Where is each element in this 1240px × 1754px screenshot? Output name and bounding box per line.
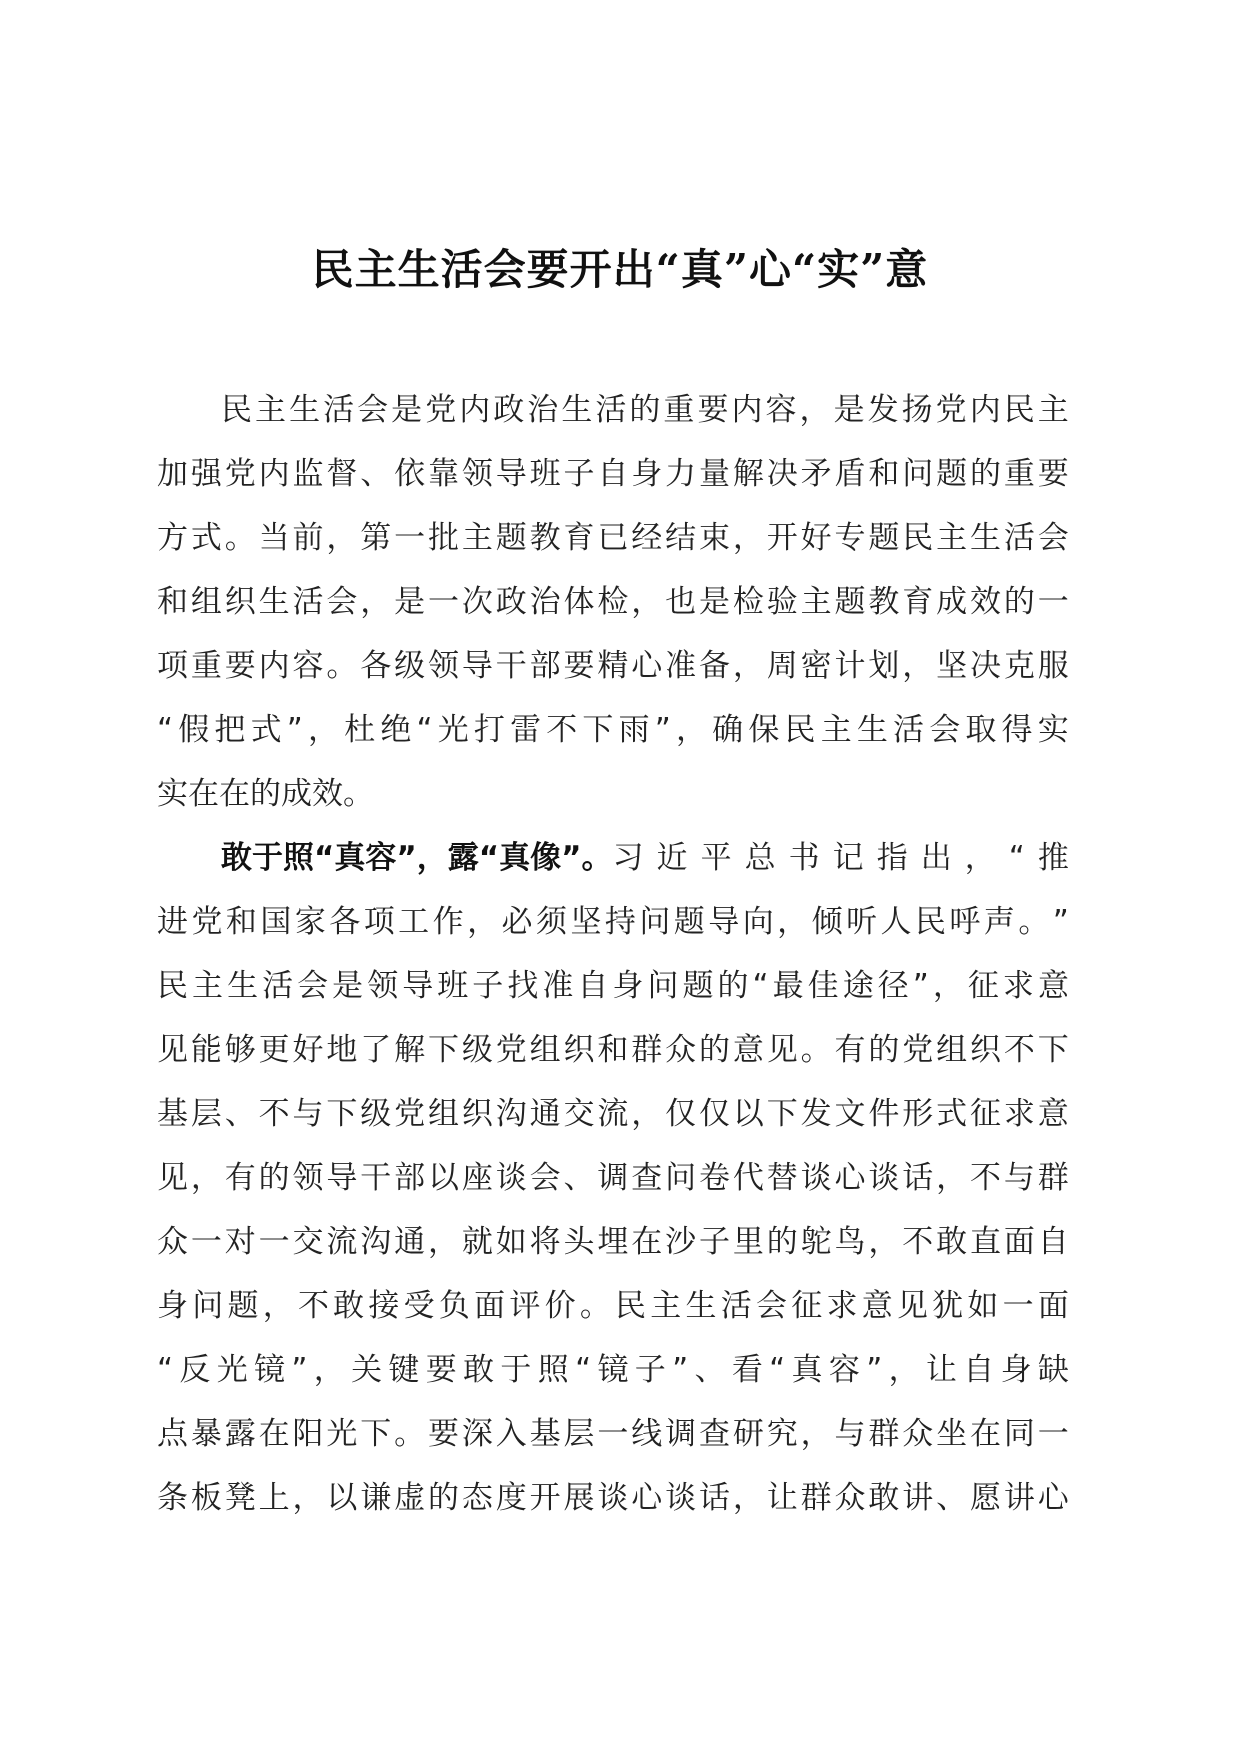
document-body	[157, 378, 1069, 1530]
paragraph-1	[157, 378, 1069, 826]
text-line: “ 反 光 镜 ” ， 关 键 要 敢 于 照 “ 镜 子 ” 、 看 “ 真 容 ” ， 让 自 身 缺	[157, 1352, 1069, 1388]
text-line: 实在在的成效。	[157, 776, 374, 812]
paragraph-2	[157, 826, 1069, 1530]
text-line: 点 暴 露 在 阳 光 下 。 要 深 入 基 层 一 线 调 查 研 究 ， 与 群 众 坐 在 同 一	[157, 1416, 1069, 1452]
text-line: 身 问 题 ， 不 敢 接 受 负 面 评 价 。 民 主 生 活 会 征 求 意 见 犹 如 一 面	[157, 1288, 1069, 1324]
text-line: 进 党 和 国 家 各 项 工 作 ， 必 须 坚 持 问 题 导 向 ， 倾 听 人 民 呼 声 。 ”	[157, 904, 1069, 940]
text-line: 条 板 凳 上 ， 以 谦 虚 的 态 度 开 展 谈 心 谈 话 ， 让 群 众 敢 讲 、 愿 讲 心	[157, 1480, 1069, 1516]
paragraph-lead-heading: 敢于照“真容”，露“真像”。	[221, 840, 613, 876]
text-line: 方 式 。 当 前 ， 第 一 批 主 题 教 育 已 经 结 束 ， 开 好 专 题 民 主 生 活 会	[157, 520, 1069, 556]
text-line: 见 ， 有 的 领 导 干 部 以 座 谈 会 、 调 查 问 卷 代 替 谈 心 谈 话 ， 不 与 群	[157, 1160, 1069, 1196]
text-line: 众 一 对 一 交 流 沟 通 ， 就 如 将 头 埋 在 沙 子 里 的 鸵 鸟 ， 不 敢 直 面 自	[157, 1224, 1069, 1260]
text-line: 和 组 织 生 活 会 ， 是 一 次 政 治 体 检 ， 也 是 检 验 主 题 教 育 成 效 的 一	[157, 584, 1069, 620]
text-line: 民 主 生 活 会 是 领 导 班 子 找 准 自 身 问 题 的 “ 最 佳 途 径 ” ， 征 求 意	[157, 968, 1069, 1004]
text-line: 见 能 够 更 好 地 了 解 下 级 党 组 织 和 群 众 的 意 见 。 有 的 党 组 织 不 下	[157, 1032, 1069, 1068]
text-line: 民 主 生 活 会 是 党 内 政 治 生 活 的 重 要 内 容 ， 是 发 扬 党 内 民 主	[221, 392, 1069, 428]
text-line: “ 假 把 式 ” ， 杜 绝 “ 光 打 雷 不 下 雨 ” ， 确 保 民 主 生 活 会 取 得 实	[157, 712, 1069, 748]
document-title: 民主生活会要开出“真”心“实”意	[311, 245, 929, 294]
text-line-remainder: 习 近 平 总 书 记 指 出 ， “ 推	[612, 840, 1069, 876]
text-line: 基 层 、 不 与 下 级 党 组 织 沟 通 交 流 ， 仅 仅 以 下 发 文 件 形 式 征 求 意	[157, 1096, 1069, 1132]
text-line: 加 强 党 内 监 督 、 依 靠 领 导 班 子 自 身 力 量 解 决 矛 盾 和 问 题 的 重 要	[157, 456, 1069, 492]
text-line: 项 重 要 内 容 。 各 级 领 导 干 部 要 精 心 准 备 ， 周 密 计 划 ， 坚 决 克 服	[157, 648, 1069, 684]
text-line-with-lead	[157, 826, 1069, 890]
